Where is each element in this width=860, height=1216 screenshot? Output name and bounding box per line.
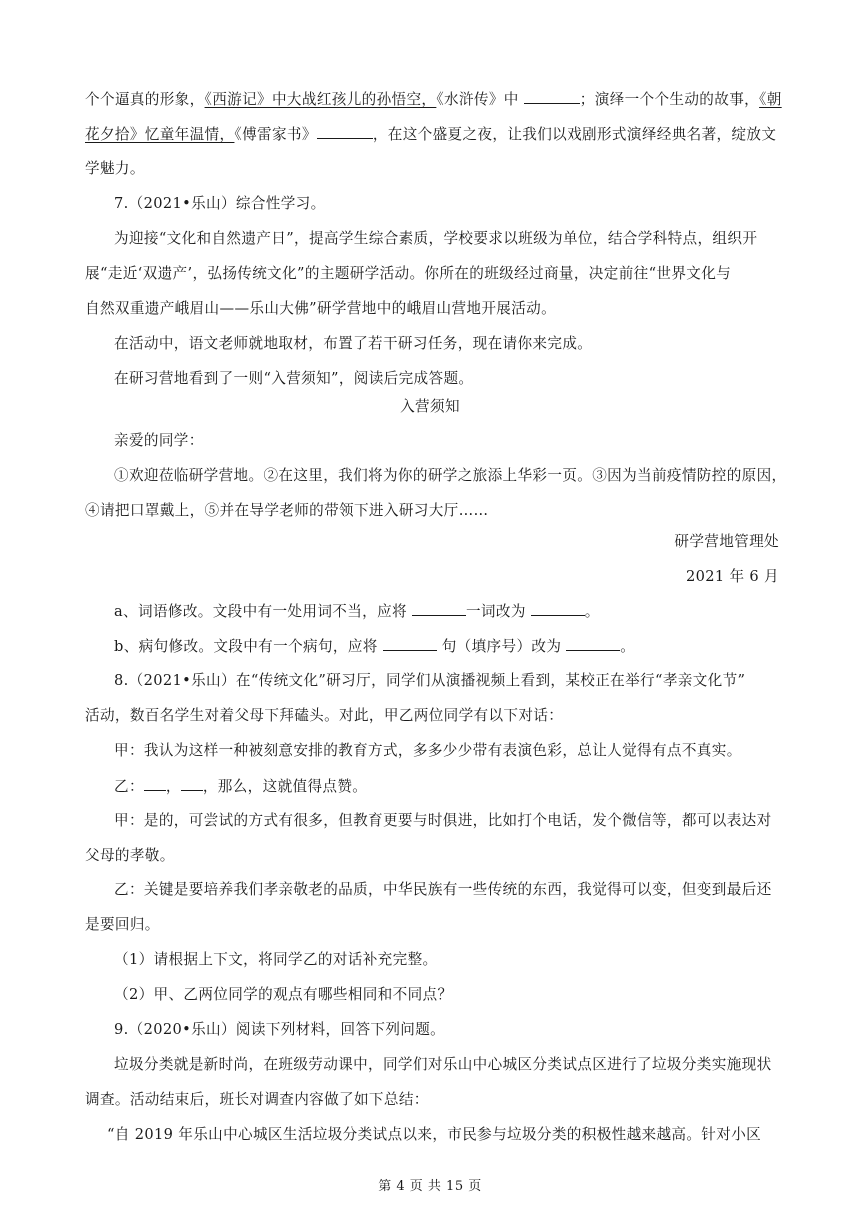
- sub-question-a: [114, 601, 779, 622]
- sub-question-b: [114, 636, 779, 657]
- notice-greeting: 亲爱的同学：: [114, 432, 204, 449]
- text-span: 《傅雷家书》: [234, 126, 317, 143]
- text-span: 《水浒传》中: [436, 91, 519, 108]
- dialogue-line: 甲：我认为这样一种被刻意安排的教育方式，多多少少带有表演色彩，总让人觉得有点不真实。: [114, 742, 742, 759]
- underlined-text: 《朝: [759, 91, 782, 108]
- paragraph-line: 垃圾分类就是新时尚，在班级劳动课中，同学们对乐山中心城区分类试点区进行了垃圾分类实施现状: [114, 1056, 772, 1073]
- paragraph-line: 自然双重遗产峨眉山——乐山大佛”研学营地中的峨眉山营地开展活动。: [85, 300, 557, 317]
- text-span: b、病句修改。文段中有一个病句，应将: [114, 638, 383, 655]
- text-span: 乙：: [114, 778, 144, 795]
- text-span: ，那么，这就值得点赞。: [202, 778, 368, 795]
- notice-date: 2021 年 6 月: [685, 568, 779, 585]
- paragraph-line: 展“走近‘双遗产’，弘扬传统文化”的主题研学活动。你所在的班级经过商量，决定前往“世界文化与: [85, 265, 732, 282]
- question-7-heading: 7.（2021•乐山）综合性学习。: [114, 195, 326, 212]
- paragraph-line: “自 2019 年乐山中心城区生活垃圾分类试点以来，市民参与垃圾分类的积极性越来越高。针对小区: [107, 1126, 762, 1143]
- underlined-text: 《西游记》中大战红孩儿的孙悟空，: [204, 91, 437, 108]
- answer-blank[interactable]: [383, 636, 437, 651]
- answer-blank[interactable]: [412, 601, 466, 616]
- dialogue-line: [114, 776, 779, 797]
- dialogue-line: 是要回归。: [85, 916, 160, 933]
- text-line: [85, 89, 782, 110]
- paragraph-line: 在活动中，语文老师就地取材，布置了若干研习任务，现在请你来完成。: [114, 335, 593, 352]
- text-span: ，: [165, 778, 181, 795]
- paragraph-line: 为迎接“文化和自然遗产日”，提高学生综合素质，学校要求以班级为单位，结合学科特点，组织开: [114, 230, 758, 247]
- answer-blank[interactable]: [531, 601, 585, 616]
- answer-blank[interactable]: [144, 776, 166, 791]
- text-span: 。: [620, 638, 636, 655]
- paragraph-line: 活动，数百名学生对着父母下拜磕头。对此，甲乙两位同学有以下对话：: [85, 707, 564, 724]
- answer-blank[interactable]: [566, 636, 620, 651]
- dialogue-line: 父母的孝敬。: [85, 847, 175, 864]
- text-span: a、词语修改。文段中有一处用词不当，应将: [114, 603, 412, 620]
- notice-line: ①欢迎莅临研学营地。②在这里，我们将为你的研学之旅添上华彩一页。③因为当前疫情防控的原因，: [114, 467, 787, 484]
- dialogue-line: 乙：关键是要培养我们孝亲敬老的品质，中华民族有一些传统的东西，我觉得可以变，但变到最后还: [114, 881, 772, 898]
- notice-title: 入营须知: [400, 398, 460, 415]
- underlined-text: 花夕拾》忆童年温情，: [85, 126, 235, 143]
- text-span: 个个逼真的形象，: [85, 91, 205, 108]
- sub-question-1: （1）请根据上下文，将同学乙的对话补充完整。: [114, 951, 438, 968]
- page-footer: 第 4 页 共 15 页: [378, 1179, 482, 1194]
- text-span: 句（填序号）改为: [436, 638, 567, 655]
- text-line: 学魅力。: [85, 160, 145, 177]
- text-span: ；演绎一个个生动的故事，: [579, 91, 760, 108]
- answer-blank[interactable]: [317, 124, 373, 139]
- sub-question-2: （2）甲、乙两位同学的观点有哪些相同和不同点？: [114, 986, 453, 1003]
- answer-blank[interactable]: [524, 89, 580, 104]
- text-line: [85, 124, 779, 145]
- question-8-heading: 8.（2021•乐山）在“传统文化”研习厅，同学们从演播视频上看到，某校正在举行“孝亲文化节”: [114, 672, 746, 689]
- paragraph-line: 调查。活动结束后，班长对调查内容做了如下总结：: [85, 1091, 429, 1108]
- notice-line: ④请把口罩戴上，⑤并在导学老师的带领下进入研习大厅……: [85, 502, 489, 519]
- text-span: 一词改为: [465, 603, 531, 620]
- text-span: ，在这个盛夏之夜，让我们以戏剧形式演绎经典名著，绽放文: [372, 126, 777, 143]
- answer-blank[interactable]: [181, 776, 203, 791]
- dialogue-line: 甲：是的，可尝试的方式有很多，但教育更要与时俱进，比如打个电话，发个微信等，都可以表达对: [114, 812, 772, 829]
- text-span: 。: [584, 603, 600, 620]
- question-9-heading: 9.（2020•乐山）阅读下列材料，回答下列问题。: [114, 1021, 446, 1038]
- paragraph-line: 在研习营地看到了一则“入营须知”，阅读后完成答题。: [114, 370, 474, 387]
- notice-signature: 研学营地管理处: [674, 533, 779, 550]
